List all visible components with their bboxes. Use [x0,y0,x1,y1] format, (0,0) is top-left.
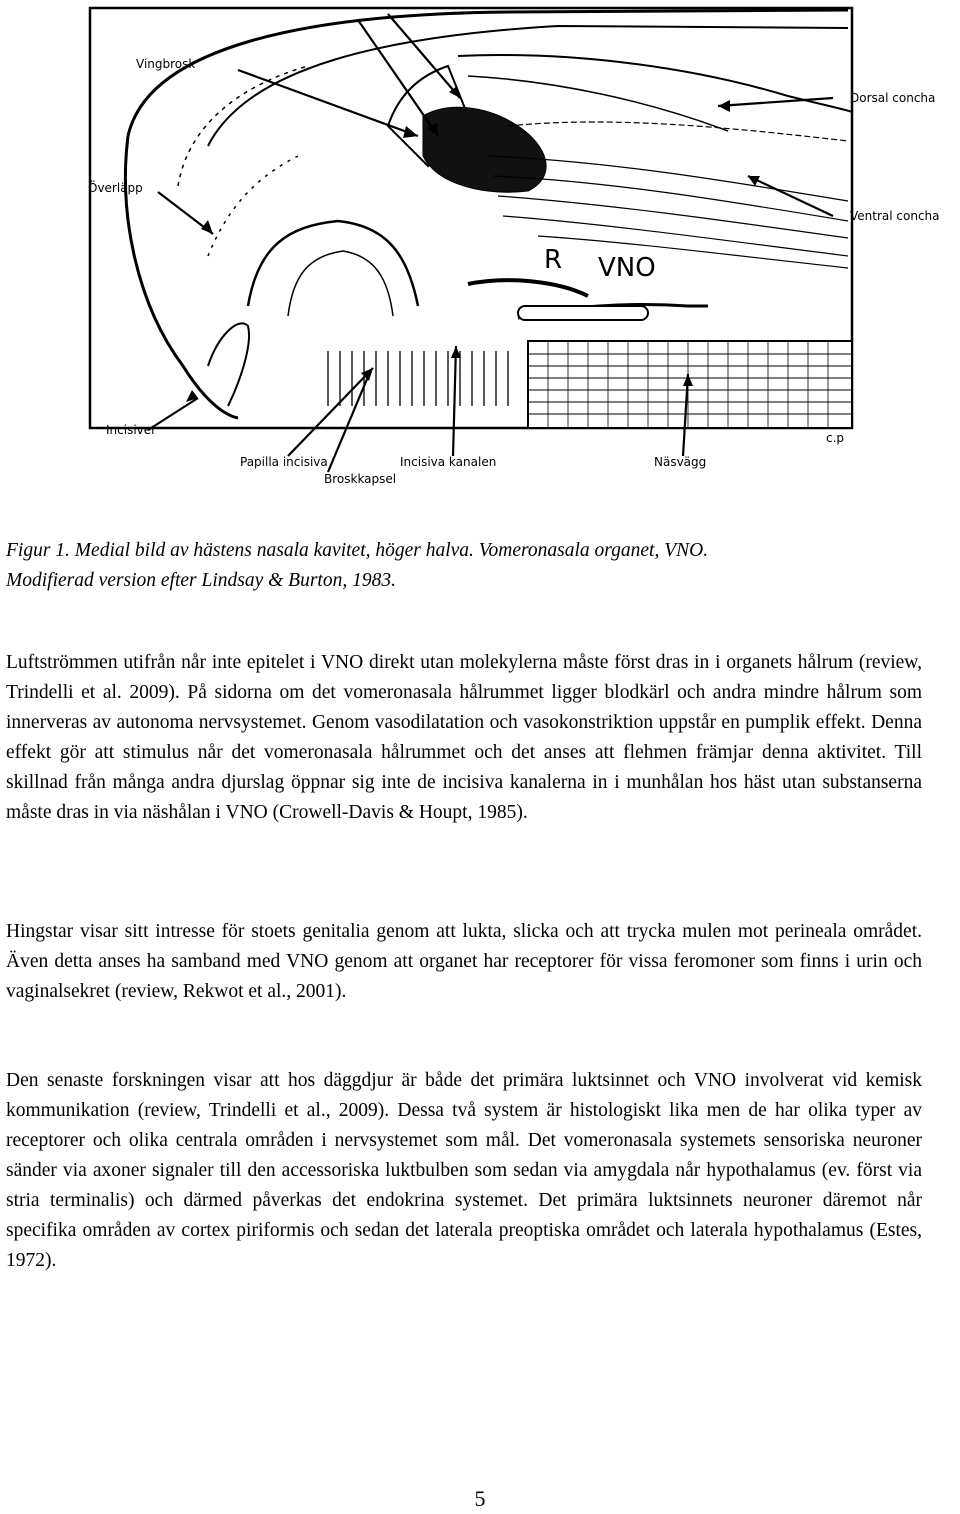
artist-signature: c.p [826,431,845,445]
label-papilla-incisiva: Papilla incisiva [240,455,328,469]
label-vno: VNO [598,253,656,283]
page-number: 5 [474,1486,486,1511]
label-nasvagg: Näsvägg [654,455,707,469]
label-r: R [544,245,563,275]
label-broskkapsel: Broskkapsel [324,472,397,486]
label-incisiver: Incisiver [106,423,157,437]
label-incisiva-kanalen: Incisiva kanalen [400,455,497,469]
label-dorsal-concha: Dorsal concha [850,91,936,105]
figure-caption-line: Figur 1. Medial bild av hästens nasala kavitet, höger halva. Vomeronasala organet, VNO. [6,540,709,561]
label-ventral-concha: Ventral concha [850,209,940,223]
figure-caption [6,536,922,596]
body-paragraph: Hingstar visar sitt intresse för stoets genitalia genom att lukta, slicka och att trycka mulen mot perineala området. Även detta anses ha samband med VNO genom att organet har receptorer för vissa feromoner som finns i urin och vaginalsekret (review, Rekwot et al., 2001). [6,920,922,1002]
figure-caption-line: Modifierad version efter Lindsay & Burton, 1983. [6,570,396,591]
nasal-cavity-drawing [88,6,940,490]
body-paragraph: Luftströmmen utifrån når inte epitelet i VNO direkt utan molekylerna måste först dras in i organets hålrum (review, Trindelli et al. 2009). På sidorna om det vomeronasala hålrummet ligger blodkärl och andra mindre hålrum som innerveras av autonoma nervsystemet. Genom vasodilatation och vasokonstriktion uppstår en pumplik effekt. Denna effekt gör att stimulus når det vomeronasala hålrummet och det anses att flehmen främjar denna aktivitet. Till skillnad från många andra djurslag öppnar sig inte de incisiva kanalerna in i munhålan hos häst utan substanserna måste dras in via näshålan i VNO (Crowell-Davis & Houpt, 1985). [6,651,922,823]
label-vingbrosk: Vingbrosk [136,57,196,71]
body-paragraph: Den senaste forskningen visar att hos däggdjur är både det primära luktsinnet och VNO involverat vid kemisk kommunikation (review, Trindelli et al., 2009). Dessa två system är histologiskt lika men de har olika typer av receptorer och olika centrala områden i nervsystemet som mål. Det vomeronasala systemets sensoriska neuroner sänder via axoner signaler till den accessoriska luktbulben som sedan via amygdala når hypothalamus (ev. först via stria terminalis) och därmed påverkas det endokrina systemet. Det primära luktsinnets neuroner däremot når specifika områden av cortex piriformis och sedan det laterala preoptiska området och laterala hypothalamus (Estes, 1972). [6,1069,922,1271]
nasal-cavity-figure [88,6,940,490]
label-overlapp: Överläpp [88,181,143,195]
